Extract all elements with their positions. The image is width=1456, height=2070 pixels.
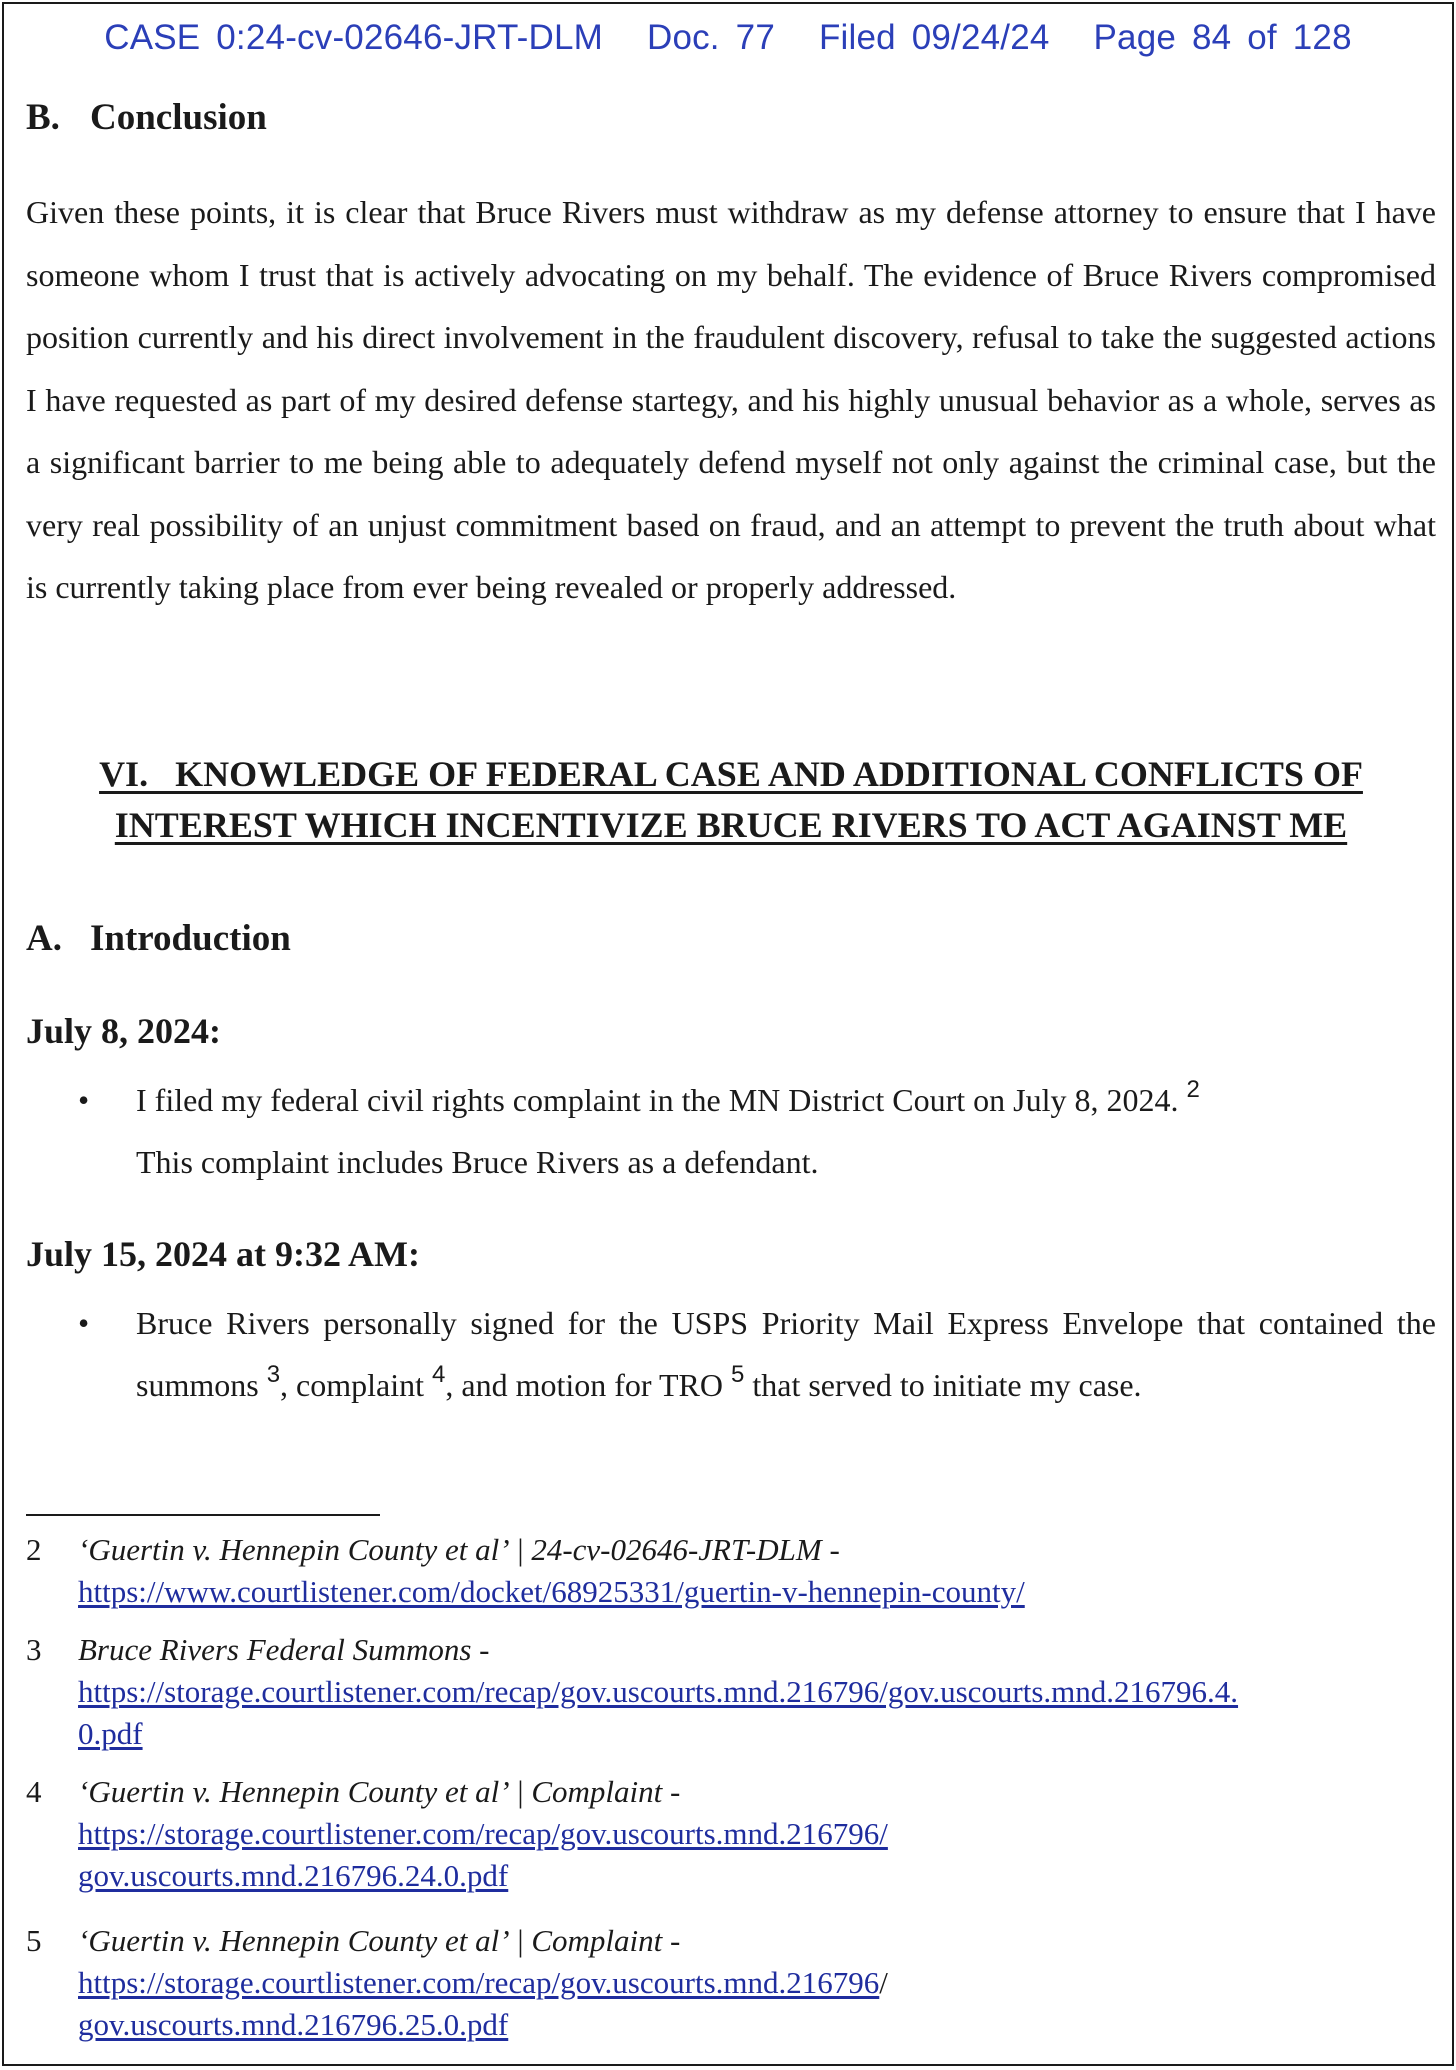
footnote-number: 5	[26, 1923, 42, 1958]
footnote-divider	[26, 1514, 380, 1516]
footnote-separator: |	[509, 1923, 532, 1958]
date-heading-july-8: July 8, 2024:	[26, 1011, 222, 1051]
footnote-title: ‘Guertin v. Hennepin County et al’	[78, 1532, 510, 1567]
footnote-3	[26, 1629, 1436, 1755]
footnote-title: Bruce Rivers Federal Summons -	[78, 1632, 490, 1667]
footnote-ref[interactable]: 2	[1186, 1076, 1200, 1103]
footnote-link[interactable]: https://storage.courtlistener.com/recap/gov.uscourts.mnd.216796/	[78, 1816, 888, 1851]
case-number: CASE 0:24-cv-02646-JRT-DLM	[104, 18, 604, 57]
footnote-5	[26, 1920, 1436, 2046]
bullet-text-part: Bruce Rivers personally signed for the USPS Priority Mail Express Envelope that contained the summons	[136, 1305, 1436, 1403]
doc-number: Doc. 77	[646, 18, 775, 57]
footnote-ref[interactable]: 3	[266, 1361, 281, 1388]
bullet-text-part: This complaint includes Bruce Rivers as a defendant.	[136, 1144, 819, 1180]
bullet-text-part: , and motion for TRO	[445, 1367, 731, 1403]
conclusion-title: Conclusion	[90, 97, 267, 138]
footnote-4	[26, 1771, 1436, 1897]
bullet-text	[136, 1292, 1436, 1416]
footnote-desc: Complaint -	[531, 1923, 681, 1958]
footnote-link-tail: /	[879, 1965, 888, 2000]
conclusion-number: B.	[26, 97, 60, 138]
list-item	[26, 1292, 1436, 1416]
conclusion-heading	[26, 96, 267, 139]
footnote-ref[interactable]: 5	[730, 1361, 745, 1388]
bullet-text-part: I filed my federal civil rights complaint in the MN District Court on July 8, 2024.	[136, 1082, 1187, 1118]
bullet-icon: •	[78, 1082, 90, 1118]
footnote-separator: |	[509, 1532, 532, 1567]
bullet-text-part: , complaint	[280, 1367, 433, 1403]
date-heading-july-15: July 15, 2024 at 9:32 AM:	[26, 1234, 420, 1274]
footnote-number: 4	[26, 1774, 42, 1809]
case-header	[4, 18, 1452, 58]
footnote-link-continued[interactable]: 0.pdf	[78, 1716, 143, 1751]
section-vi-line-1: VI. KNOWLEDGE OF FEDERAL CASE AND ADDITIONAL CONFLICTS OF	[99, 754, 1363, 794]
footnote-title: ‘Guertin v. Hennepin County et al’	[78, 1923, 510, 1958]
footnote-number: 3	[26, 1632, 42, 1667]
bullet-text-part: that served to initiate my case.	[744, 1367, 1142, 1403]
bullet-text	[136, 1069, 1436, 1193]
footnote-number: 2	[26, 1532, 42, 1567]
introduction-number: A.	[26, 918, 62, 959]
footnote-link[interactable]: https://storage.courtlistener.com/recap/gov.uscourts.mnd.216796/gov.uscourts.mnd.216796.4.	[78, 1674, 1239, 1709]
footnote-link-continued[interactable]: gov.uscourts.mnd.216796.25.0.pdf	[78, 2007, 509, 2042]
document-page	[2, 2, 1454, 2066]
bullet-icon: •	[78, 1305, 90, 1341]
footnote-link-continued[interactable]: gov.uscourts.mnd.216796.24.0.pdf	[78, 1858, 509, 1893]
conclusion-paragraph: Given these points, it is clear that Bruce Rivers must withdraw as my defense attorney to ensure that I have someone whom I trust that is actively advocating on my behalf. The evidence of Bruce Rivers compromised position currently and his direct involvement in the fraudulent discovery, refusal to take the suggested actions I have requested as part of my desired defense startegy, and his highly unusual behavior as a whole, serves as a significant barrier to me being able to adequately defend myself not only against the criminal case, but the very real possibility of an unjust commitment based on fraud, and an attempt to prevent the truth about what is currently taking place from ever being revealed or properly addressed.	[26, 194, 1436, 605]
section-vi-heading	[26, 749, 1436, 851]
introduction-title: Introduction	[90, 918, 291, 959]
footnote-desc: Complaint -	[531, 1774, 681, 1809]
filed-date: Filed 09/24/24	[818, 18, 1050, 57]
introduction-heading	[26, 917, 291, 960]
footnote-separator: |	[509, 1774, 532, 1809]
page-number: Page 84 of 128	[1093, 18, 1352, 57]
footnote-link[interactable]: https://storage.courtlistener.com/recap/gov.uscourts.mnd.216796	[78, 1965, 880, 2000]
footnote-ref[interactable]: 4	[432, 1361, 446, 1388]
footnote-2	[26, 1529, 1436, 1613]
section-vi-line-2: INTEREST WHICH INCENTIVIZE BRUCE RIVERS TO ACT AGAINST ME	[114, 805, 1348, 845]
footnote-title: ‘Guertin v. Hennepin County et al’	[78, 1774, 510, 1809]
footnote-link[interactable]: https://www.courtlistener.com/docket/68925331/guertin-v-hennepin-county/	[78, 1574, 1025, 1609]
footnote-desc: 24-cv-02646-JRT-DLM -	[531, 1532, 840, 1567]
list-item	[26, 1069, 1436, 1193]
